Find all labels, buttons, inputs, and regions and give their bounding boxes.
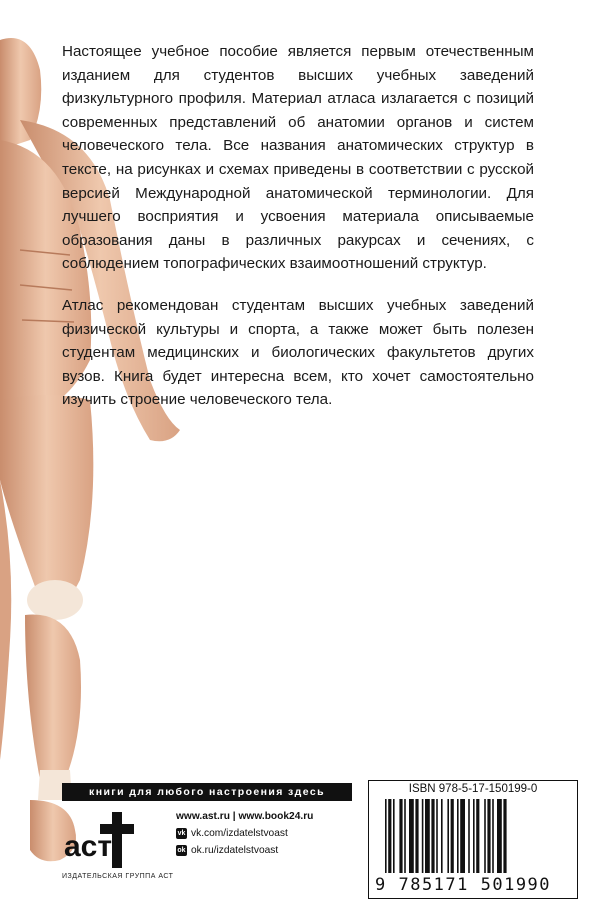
vk-link[interactable]: vk.com/izdatelstvoast	[191, 828, 288, 839]
barcode-bar	[497, 799, 502, 873]
barcode-bar	[468, 799, 470, 873]
barcode-bar	[447, 799, 449, 873]
annotation-text	[62, 40, 534, 430]
barcode-bar	[451, 799, 454, 873]
barcode-bar	[415, 799, 418, 873]
ast-logo	[62, 810, 140, 870]
paragraph-2: Атлас рекомендован студентам высших учебных заведений физической культуры и спорта, а также может быть полезен студентам медицинских и биологических факультетов других вузов. Книга будет интересна всем, кто хочет самостоятельно изучить строение человеческого тела.	[62, 296, 534, 409]
barcode-bar	[476, 799, 479, 873]
web-links[interactable]: www.ast.ru | www.book24.ru	[176, 811, 314, 822]
vk-icon: vk	[177, 830, 186, 837]
vk-link-row[interactable]	[176, 825, 313, 842]
barcode-bar	[409, 799, 414, 873]
barcode-bar	[441, 799, 443, 873]
publisher-name: ИЗДАТЕЛЬСКАЯ ГРУППА АСТ	[62, 873, 174, 880]
barcode-bar	[492, 799, 494, 873]
isbn-label: ISBN 978-5-17-150199-0	[408, 783, 538, 795]
barcode-digits: 9 785171 501990	[375, 875, 552, 895]
tagline-banner: книги для любого настроения здесь	[62, 783, 352, 801]
barcode-bars	[385, 799, 563, 873]
contact-links	[176, 808, 313, 859]
barcode-bar	[503, 799, 506, 873]
barcode-bar	[404, 799, 406, 873]
barcode-bar	[460, 799, 465, 873]
barcode-bar	[436, 799, 438, 873]
barcode-bar	[457, 799, 459, 873]
ok-icon: ok	[177, 847, 186, 854]
barcode-bar	[487, 799, 490, 873]
barcode-bar	[484, 799, 486, 873]
barcode-bar	[393, 799, 395, 873]
barcode-bar	[385, 799, 387, 873]
ok-link-row[interactable]	[176, 842, 313, 859]
logo-text: аст	[64, 830, 113, 863]
barcode-bar	[425, 799, 430, 873]
barcode-box	[368, 780, 578, 899]
ok-link[interactable]: ok.ru/izdatelstvoast	[191, 845, 279, 856]
barcode-bar	[422, 799, 424, 873]
paragraph-1: Настоящее учебное пособие является первым отечественным изданием для студентов высших учебных заведений физкультурного профиля. Материал атласа излагается с позиций современных представлений об анатомии органов и систем человеческого тела. Все названия анатомических структур в тексте, на рисунках и схемах приведены в соответствии с русской версией Международной анатомической терминологии. Для лучшего восприятия и усвоения материала описываемые образования даны в различных ракурсах и сечениях, с соблюдением топографических взаимоотношений структур.	[62, 43, 534, 273]
barcode-bar	[473, 799, 475, 873]
barcode-bar	[399, 799, 402, 873]
barcode-bar	[431, 799, 434, 873]
barcode-bar	[388, 799, 391, 873]
